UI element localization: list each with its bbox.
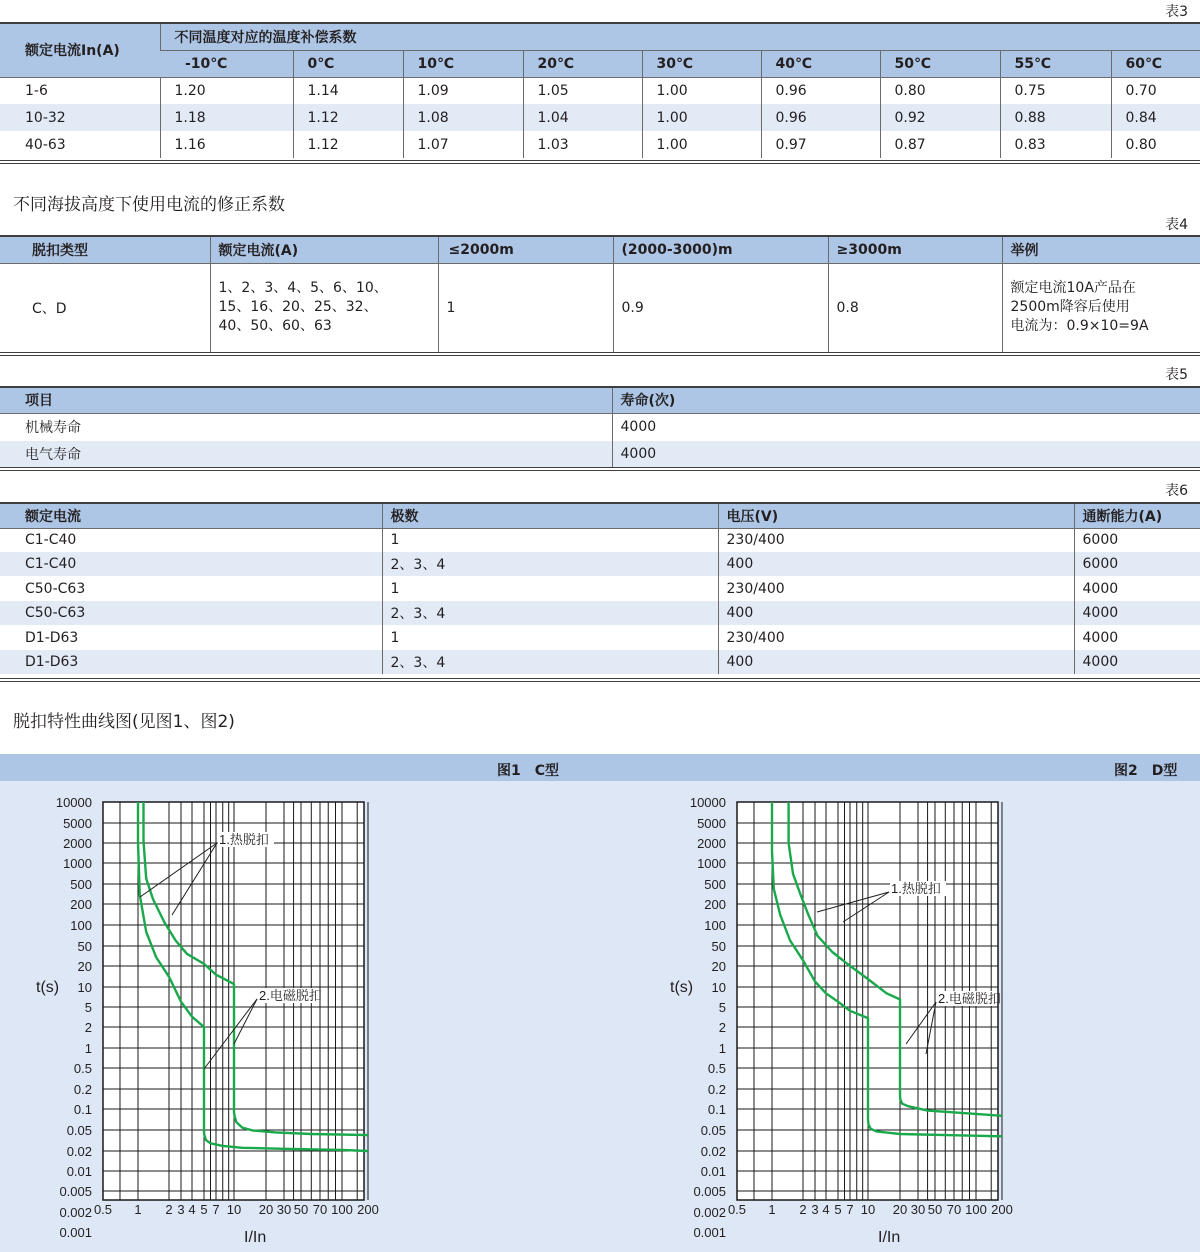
breaking-capacity-table: [0, 504, 1200, 674]
y-tick-label: 0.02: [66, 1144, 92, 1159]
x-tick-label: 50: [293, 1202, 309, 1217]
rated-current-line: 15、16、20、25、32、: [218, 299, 378, 316]
table-row: [0, 263, 1200, 352]
y-tick-label: 0.5: [707, 1061, 726, 1076]
coef-cell: 1.08: [403, 104, 523, 131]
y-tick-label: 0.002: [693, 1205, 726, 1220]
x-tick-label: 4: [822, 1202, 830, 1217]
capacity-cell: 6000: [1074, 552, 1200, 576]
temp-header: 30℃: [642, 50, 761, 77]
table-row: [0, 601, 1200, 625]
y-tick-label: 1000: [697, 856, 726, 871]
rated-current-cell: [210, 263, 438, 352]
table3-bottom-rule: [0, 160, 1200, 164]
trip-curve-chart-d: [600, 782, 1200, 1252]
x-tick-label: 7: [846, 1202, 854, 1217]
y-tick-label: 2000: [63, 836, 92, 851]
table-row: [0, 625, 1200, 650]
current-cell: 10-32: [0, 104, 160, 131]
y-tick-label: 2000: [697, 836, 726, 851]
capacity-cell: 4000: [1074, 650, 1200, 674]
coef-cell: 1.04: [523, 104, 642, 131]
x-tick-label: 100: [331, 1202, 353, 1217]
x-tick-label: 3: [177, 1202, 185, 1217]
y-tick-label: 0.1: [73, 1102, 92, 1117]
altitude-heading: 不同海拔高度下使用电流的修正系数: [13, 195, 285, 215]
example-cell: [1002, 263, 1200, 352]
rated-current-header: 额定电流In(A): [0, 24, 160, 77]
x-axis-label: I/In: [244, 1229, 267, 1246]
x-tick-label: 7: [212, 1202, 220, 1217]
table-row: [0, 528, 1200, 552]
y-tick-label: 2: [84, 1020, 92, 1035]
trip-curve-chart-c: [0, 782, 600, 1252]
x-tick-label: 70: [312, 1202, 328, 1217]
table-row: [0, 650, 1200, 674]
table5-header: 项目: [0, 388, 612, 413]
table4-label: 表4: [1165, 217, 1188, 233]
temp-header: 0℃: [293, 50, 403, 77]
temp-group-header: 不同温度对应的温度补偿系数: [160, 24, 1200, 50]
table-row: [0, 441, 1200, 467]
temp-header: 50℃: [880, 50, 1000, 77]
rated-cell: C1-C40: [0, 528, 382, 552]
capacity-cell: 4000: [1074, 576, 1200, 601]
coef-cell: 1.05: [523, 77, 642, 104]
x-tick-label: 3: [811, 1202, 819, 1217]
coef-cell: 1.16: [160, 131, 293, 158]
table4-header: ≤2000m: [438, 237, 613, 263]
y-tick-label: 0.5: [73, 1061, 92, 1076]
temp-header: 20℃: [523, 50, 642, 77]
coef-cell: 0.97: [761, 131, 880, 158]
capacity-cell: 6000: [1074, 528, 1200, 552]
y-tick-label: 0.005: [693, 1184, 726, 1199]
temp-header: 55℃: [1000, 50, 1111, 77]
table6-header: 极数: [382, 504, 718, 528]
table-row: [0, 413, 1200, 441]
y-tick-label: 0.01: [700, 1164, 726, 1179]
figure2-title: 图2 D型: [1114, 763, 1178, 779]
table6-header: 额定电流: [0, 504, 382, 528]
coef-cell: 1.14: [293, 77, 403, 104]
poles-cell: 2、3、4: [382, 650, 718, 674]
trip-type-cell: C、D: [0, 263, 210, 352]
voltage-cell: 400: [718, 552, 1074, 576]
x-tick-label: 10: [226, 1202, 242, 1217]
y-tick-label: 500: [704, 877, 726, 892]
voltage-cell: 230/400: [718, 576, 1074, 601]
table4-header: (2000-3000)m: [613, 237, 828, 263]
rated-cell: D1-D63: [0, 650, 382, 674]
temperature-compensation-table: [0, 24, 1200, 158]
coef-cell: 1.00: [642, 77, 761, 104]
coef-cell: 0.83: [1000, 131, 1111, 158]
coef-cell: 0.75: [1000, 77, 1111, 104]
annotation-label: 2.电磁脱扣: [938, 991, 1001, 1006]
rated-current-line: 1、2、3、4、5、6、10、: [218, 280, 388, 297]
table4-header: 脱扣类型: [0, 237, 210, 263]
x-tick-label: 1: [768, 1202, 776, 1217]
y-tick-label: 500: [70, 877, 92, 892]
y-tick-label: 50: [77, 939, 92, 954]
x-tick-label: 200: [991, 1202, 1013, 1217]
table5-header: 寿命(次): [612, 388, 1200, 413]
coef-cell: 1.00: [642, 104, 761, 131]
voltage-cell: 230/400: [718, 528, 1074, 552]
y-tick-label: 0.005: [59, 1184, 92, 1199]
coef-cell: 0.96: [761, 77, 880, 104]
y-tick-label: 10000: [689, 795, 726, 810]
x-tick-label: 1: [134, 1202, 142, 1217]
figure-header-bar: [0, 754, 1200, 781]
x-tick-label: 30: [910, 1202, 926, 1217]
x-tick-label: 2: [165, 1202, 173, 1217]
y-tick-label: 0.01: [66, 1164, 92, 1179]
coef-cell: 0.80: [1111, 131, 1200, 158]
x-tick-label: 100: [965, 1202, 987, 1217]
annotation-label: 1.热脱扣: [891, 881, 941, 896]
chart-plot-group: [670, 795, 1013, 1246]
table-row: [0, 552, 1200, 576]
x-tick-label: 10: [860, 1202, 876, 1217]
coef-cell: 0.9: [613, 263, 828, 352]
coef-cell: 0.92: [880, 104, 1000, 131]
chart-plot-group: [36, 795, 379, 1246]
table4-header: 举例: [1002, 237, 1200, 263]
y-tick-label: 0.001: [693, 1225, 726, 1240]
rated-cell: C50-C63: [0, 601, 382, 625]
y-tick-label: 1: [718, 1041, 726, 1056]
voltage-cell: 230/400: [718, 625, 1074, 650]
coef-cell: 1.12: [293, 131, 403, 158]
coef-cell: 0.80: [880, 77, 1000, 104]
altitude-correction-table: [0, 237, 1200, 352]
temp-header: -10℃: [160, 50, 293, 77]
coef-cell: 0.88: [1000, 104, 1111, 131]
x-axis-label: I/In: [878, 1229, 901, 1246]
coef-cell: 1.09: [403, 77, 523, 104]
coef-cell: 1: [438, 263, 613, 352]
y-tick-label: 0.05: [66, 1123, 92, 1138]
voltage-cell: 400: [718, 650, 1074, 674]
poles-cell: 1: [382, 625, 718, 650]
capacity-cell: 4000: [1074, 625, 1200, 650]
y-tick-label: 20: [77, 959, 92, 974]
poles-cell: 1: [382, 528, 718, 552]
x-tick-label: 0.5: [93, 1202, 113, 1217]
coef-cell: 0.87: [880, 131, 1000, 158]
x-tick-label: 50: [927, 1202, 943, 1217]
x-tick-label: 20: [258, 1202, 274, 1217]
table5-bottom-rule: [0, 467, 1200, 471]
table-row: [0, 131, 1200, 158]
y-tick-label: 1: [84, 1041, 92, 1056]
y-axis-label: t(s): [670, 979, 694, 996]
coef-cell: 0.96: [761, 104, 880, 131]
coef-cell: 0.70: [1111, 77, 1200, 104]
y-tick-label: 2: [718, 1020, 726, 1035]
table4-bottom-rule: [0, 352, 1200, 356]
voltage-cell: 400: [718, 601, 1074, 625]
y-tick-label: 10000: [55, 795, 92, 810]
table4-header: ≥3000m: [828, 237, 1002, 263]
coef-cell: 1.20: [160, 77, 293, 104]
item-cell: 电气寿命: [0, 441, 612, 467]
x-tick-label: 5: [834, 1202, 842, 1217]
poles-cell: 2、3、4: [382, 601, 718, 625]
example-line: 额定电流10A产品在: [1010, 280, 1136, 297]
example-line: 电流为：0.9×10=9A: [1010, 318, 1149, 335]
y-tick-label: 20: [711, 959, 726, 974]
figure1-title: 图1 C型: [497, 763, 560, 779]
example-line: 2500m降容后使用: [1010, 299, 1130, 316]
x-tick-label: 20: [892, 1202, 908, 1217]
x-tick-label: 200: [357, 1202, 379, 1217]
y-tick-label: 0.1: [707, 1102, 726, 1117]
y-tick-label: 10: [711, 980, 726, 995]
lifetime-table: [0, 388, 1200, 467]
y-axis-label: t(s): [36, 979, 60, 996]
x-tick-label: 4: [188, 1202, 196, 1217]
item-cell: 机械寿命: [0, 413, 612, 441]
y-tick-label: 100: [704, 918, 726, 933]
x-tick-label: 70: [946, 1202, 962, 1217]
table-row: [0, 77, 1200, 104]
life-cell: 4000: [612, 441, 1200, 467]
y-tick-label: 200: [704, 897, 726, 912]
y-tick-label: 5: [84, 1000, 92, 1015]
temp-header: 40℃: [761, 50, 880, 77]
table6-label: 表6: [1165, 483, 1188, 499]
y-tick-label: 0.001: [59, 1225, 92, 1240]
table-row: [0, 576, 1200, 601]
annotation-label: 1.热脱扣: [219, 832, 269, 847]
coef-cell: 0.8: [828, 263, 1002, 352]
temp-header: 60℃: [1111, 50, 1200, 77]
rated-cell: C1-C40: [0, 552, 382, 576]
table4-header: 额定电流(A): [210, 237, 438, 263]
coef-cell: 1.18: [160, 104, 293, 131]
y-tick-label: 200: [70, 897, 92, 912]
table6-header: 通断能力(A): [1074, 504, 1200, 528]
life-cell: 4000: [612, 413, 1200, 441]
table3-label: 表3: [1165, 4, 1188, 20]
y-tick-label: 0.02: [700, 1144, 726, 1159]
x-tick-label: 5: [200, 1202, 208, 1217]
rated-cell: D1-D63: [25, 629, 79, 646]
current-cell: 40-63: [25, 136, 66, 153]
annotation-label: 2.电磁脱扣: [259, 988, 322, 1003]
poles-cell: 2、3、4: [382, 552, 718, 576]
x-tick-label: 2: [799, 1202, 807, 1217]
temp-header: 10℃: [403, 50, 523, 77]
current-cell: 1-6: [25, 82, 48, 99]
poles-cell: 1: [382, 576, 718, 601]
coef-cell: 1.03: [523, 131, 642, 158]
y-tick-label: 0.05: [700, 1123, 726, 1138]
table-row: [0, 104, 1200, 131]
rated-current-line: 40、50、60、63: [218, 318, 332, 335]
y-tick-label: 1000: [63, 856, 92, 871]
table6-header: 电压(V): [718, 504, 1074, 528]
table5-label: 表5: [1165, 367, 1188, 383]
y-tick-label: 50: [711, 939, 726, 954]
y-tick-label: 5000: [697, 816, 726, 831]
y-tick-label: 5000: [63, 816, 92, 831]
coef-cell: 1.07: [403, 131, 523, 158]
y-tick-label: 100: [70, 918, 92, 933]
table6-bottom-rule: [0, 678, 1200, 682]
y-tick-label: 0.2: [707, 1082, 726, 1097]
y-tick-label: 0.002: [59, 1205, 92, 1220]
rated-cell: C50-C63: [25, 580, 86, 597]
x-tick-label: 0.5: [727, 1202, 747, 1217]
y-tick-label: 10: [77, 980, 92, 995]
coef-cell: 0.84: [1111, 104, 1200, 131]
x-tick-label: 30: [276, 1202, 292, 1217]
y-tick-label: 5: [718, 1000, 726, 1015]
coef-cell: 1.12: [293, 104, 403, 131]
curves-heading: 脱扣特性曲线图(见图1、图2): [13, 712, 235, 732]
y-tick-label: 0.2: [73, 1082, 92, 1097]
coef-cell: 1.00: [642, 131, 761, 158]
capacity-cell: 4000: [1074, 601, 1200, 625]
